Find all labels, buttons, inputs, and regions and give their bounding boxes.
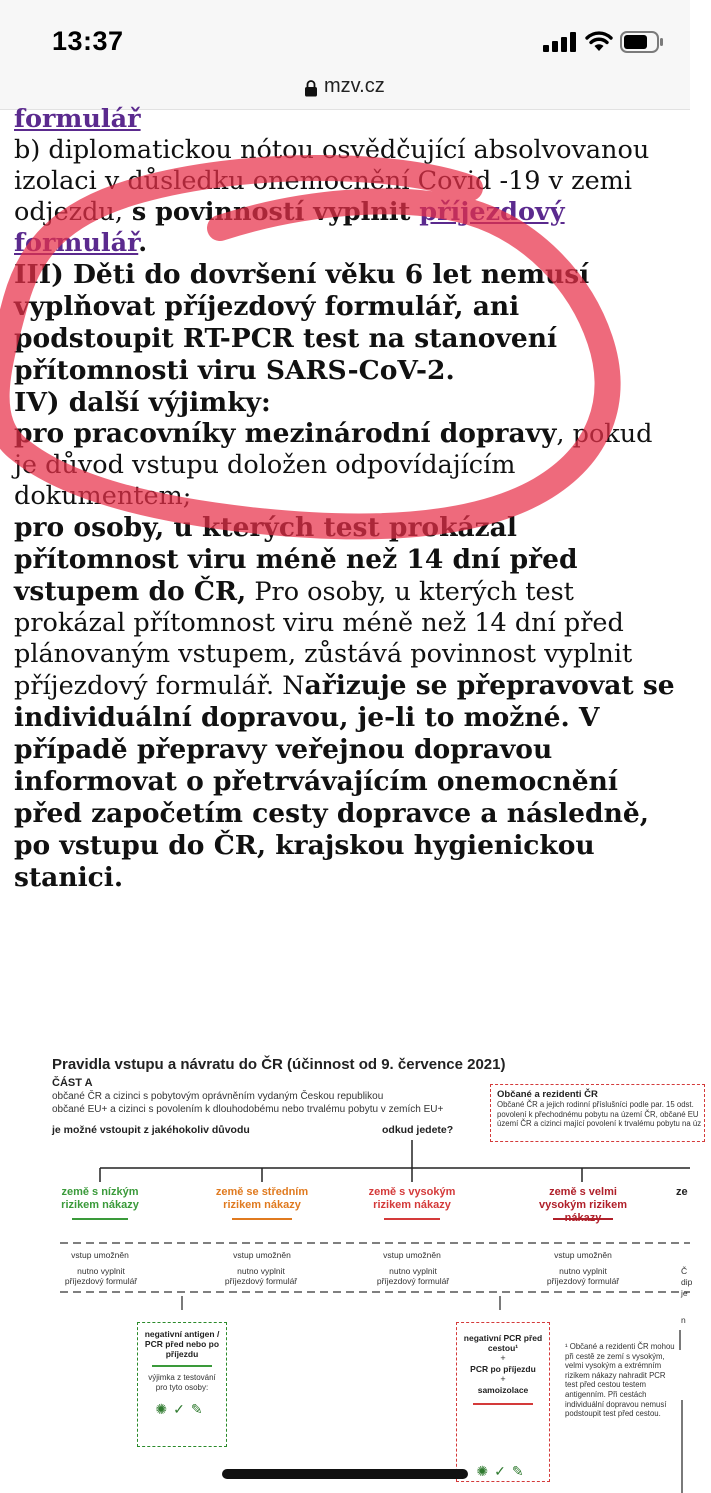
citizens-box-line-2: povolení k přechodnému pobytu na území ČR, občané EU (497, 1109, 699, 1119)
right-edge-fragment-4: n (681, 1315, 686, 1325)
virus-icon: ✺ (155, 1401, 174, 1417)
red-divider (473, 1403, 533, 1405)
transport-workers-text: , pokud je důvod vstupu doložen odpovídajícím dokumentem; (14, 419, 653, 511)
citizens-box-title: Občané a rezidenti ČR (497, 1089, 598, 1100)
pcr-after-arrival-text: PCR po příjezdu (470, 1364, 536, 1374)
article-content (14, 104, 678, 894)
citizens-residents-box (490, 1084, 705, 1142)
citizens-box-line-3: území ČR a cizinci mající povolení k trvalému pobytu na úz (497, 1119, 702, 1128)
zone-low-risk: země s nízkým rizikem nákazy (61, 1186, 139, 1211)
green-divider (152, 1365, 212, 1367)
lock-icon (304, 79, 318, 97)
zone-high-risk: země s vysokým rizikem nákazy (368, 1186, 456, 1211)
citizens-box-line-1: Občané ČR a jejich rodinní příslušníci podle par. 15 odst. (497, 1100, 694, 1109)
part-label: ČÁST A (52, 1077, 93, 1089)
clock: 13:37 (52, 26, 124, 56)
transport-instructions-bold: ařizuje se přepravovat se individuální dopravou, je-li to možné. V případě přepravy veřejnou dopravou informovat o přetrvávajícím onemocnění před započetím cesty dopravce a následně, po vstupu do ČR, krajskou hygienickou stanici. (14, 670, 675, 893)
url-text: mzv.cz (324, 75, 385, 97)
wifi-icon (585, 30, 613, 52)
antigen-pcr-text: negativní antigen / PCR před nebo po příjezdu (144, 1329, 220, 1359)
antigen-footnote: ¹ Občané a rezidenti ČR mohou při cestě ze zemí s vysokým, velmi vysokým a extrémním rizikem nákazy nahradit PCR test před cestou testem antigenním. Při cestách individuální dopravou nemusí podstoupit test před cestou. (565, 1342, 675, 1419)
plus-sign-2: + (500, 1374, 506, 1384)
zone-very-high-bar (553, 1218, 613, 1220)
part-line-1: občané ČR a cizinci s pobytovým oprávněním vydaným Českou republikou (52, 1091, 384, 1102)
low-risk-testing-box (137, 1322, 227, 1447)
entry-any-reason: je možné vstoupit z jakéhokoliv důvodu (52, 1124, 250, 1136)
where-from-question: odkud jedete? (382, 1124, 454, 1136)
vaccine-icon: ✓ (173, 1401, 191, 1417)
zone-medium-risk: země se středním rizikem nákazy (215, 1186, 309, 1211)
zone-low-bar (72, 1218, 128, 1220)
section-heading-other-exemptions: IV) další výjimky: (14, 387, 271, 418)
exempt-group-icons (142, 1401, 222, 1418)
zone-high-bar (384, 1218, 440, 1220)
entry-allowed-low: vstup umožněn (71, 1250, 129, 1260)
obligation-text: s povinností vyplnit (122, 197, 420, 227)
arrival-form-link-2[interactable]: příjezdový formulář (14, 197, 565, 258)
entry-allowed-very-high: vstup umožněn (554, 1250, 612, 1260)
exempt-group-icons-2 (461, 1463, 545, 1480)
plus-sign-1: + (500, 1353, 506, 1363)
high-risk-testing-box (456, 1322, 550, 1482)
fill-form-very-high: nutno vyplnit příjezdový formulář (546, 1266, 620, 1286)
part-line-2: občané EU+ a cizinci s povolením k dlouhodobému nebo trvalému pobytu v zemích EU+ (52, 1104, 444, 1115)
transport-workers-bold: pro pracovníky mezinárodní dopravy (14, 418, 557, 449)
cellular-signal-icon (543, 32, 577, 52)
right-edge-fragment-2: dip (681, 1277, 693, 1287)
vaccine-icon: ✓ (494, 1463, 512, 1479)
arrival-form-link[interactable]: formulář (14, 104, 141, 134)
entry-allowed-medium: vstup umožněn (233, 1250, 291, 1260)
self-isolation-text: samoizolace (477, 1385, 529, 1395)
home-indicator[interactable] (222, 1469, 468, 1479)
syringe-icon: ✎ (190, 1401, 209, 1417)
paragraph-diplomatic-note (14, 135, 678, 259)
right-edge-fragment-3: je (681, 1288, 688, 1298)
exemption-text: výjimka z testování pro tyto osoby: (148, 1373, 216, 1392)
syringe-icon: ✎ (511, 1463, 530, 1479)
paragraph-top (14, 104, 678, 135)
negative-pcr-before-text: negativní PCR před cestou¹ (463, 1333, 543, 1353)
fill-form-medium: nutno vyplnit příjezdový formulář (224, 1266, 298, 1286)
diplomatic-note-text: b) diplomatickou nótou osvědčující absolvovanou izolaci v důsledku onemocnění Covid -19 v zemi odjezdu, (14, 135, 650, 227)
zone-medium-bar (232, 1218, 292, 1220)
positive-persons-text: Pro osoby, u kterých test prokázal přítomnost viru méně než 14 dní před plánovaným vstupem, zůstává povinnost vyplnit příjezdový formulář. N (14, 577, 633, 701)
entry-rules-infographic (0, 1040, 702, 1493)
zone-very-high-risk: země s velmi vysokým rizikem (538, 1186, 628, 1211)
paragraph-transport-workers (14, 418, 678, 512)
zone-extreme-risk-partial: ze (676, 1186, 688, 1198)
battery-icon (620, 31, 664, 53)
status-bar (0, 0, 690, 70)
infographic-title: Pravidla vstupu a návratu do ČR (účinnost od 9. července 2021) (52, 1056, 506, 1073)
fill-form-low: nutno vyplnit příjezdový formulář (64, 1266, 138, 1286)
paragraph-children-exemption: III) Děti do dovršení věku 6 let nemusí vyplňovat příjezdový formulář, ani podstoupit RT-PCR test na stanovení přítomnosti viru SARS-CoV-2. (14, 259, 590, 386)
fill-form-high: nutno vyplnit příjezdový formulář (376, 1266, 450, 1286)
paragraph-positive-persons (14, 512, 678, 894)
positive-persons-bold: pro osoby, u kterých test prokázal přítomnost viru méně než 14 dní před vstupem do ČR, (14, 512, 578, 607)
entry-allowed-high: vstup umožněn (383, 1250, 441, 1260)
virus-icon: ✺ (476, 1463, 495, 1479)
right-edge-fragment-1: Č (681, 1266, 688, 1276)
period: . (138, 228, 148, 258)
